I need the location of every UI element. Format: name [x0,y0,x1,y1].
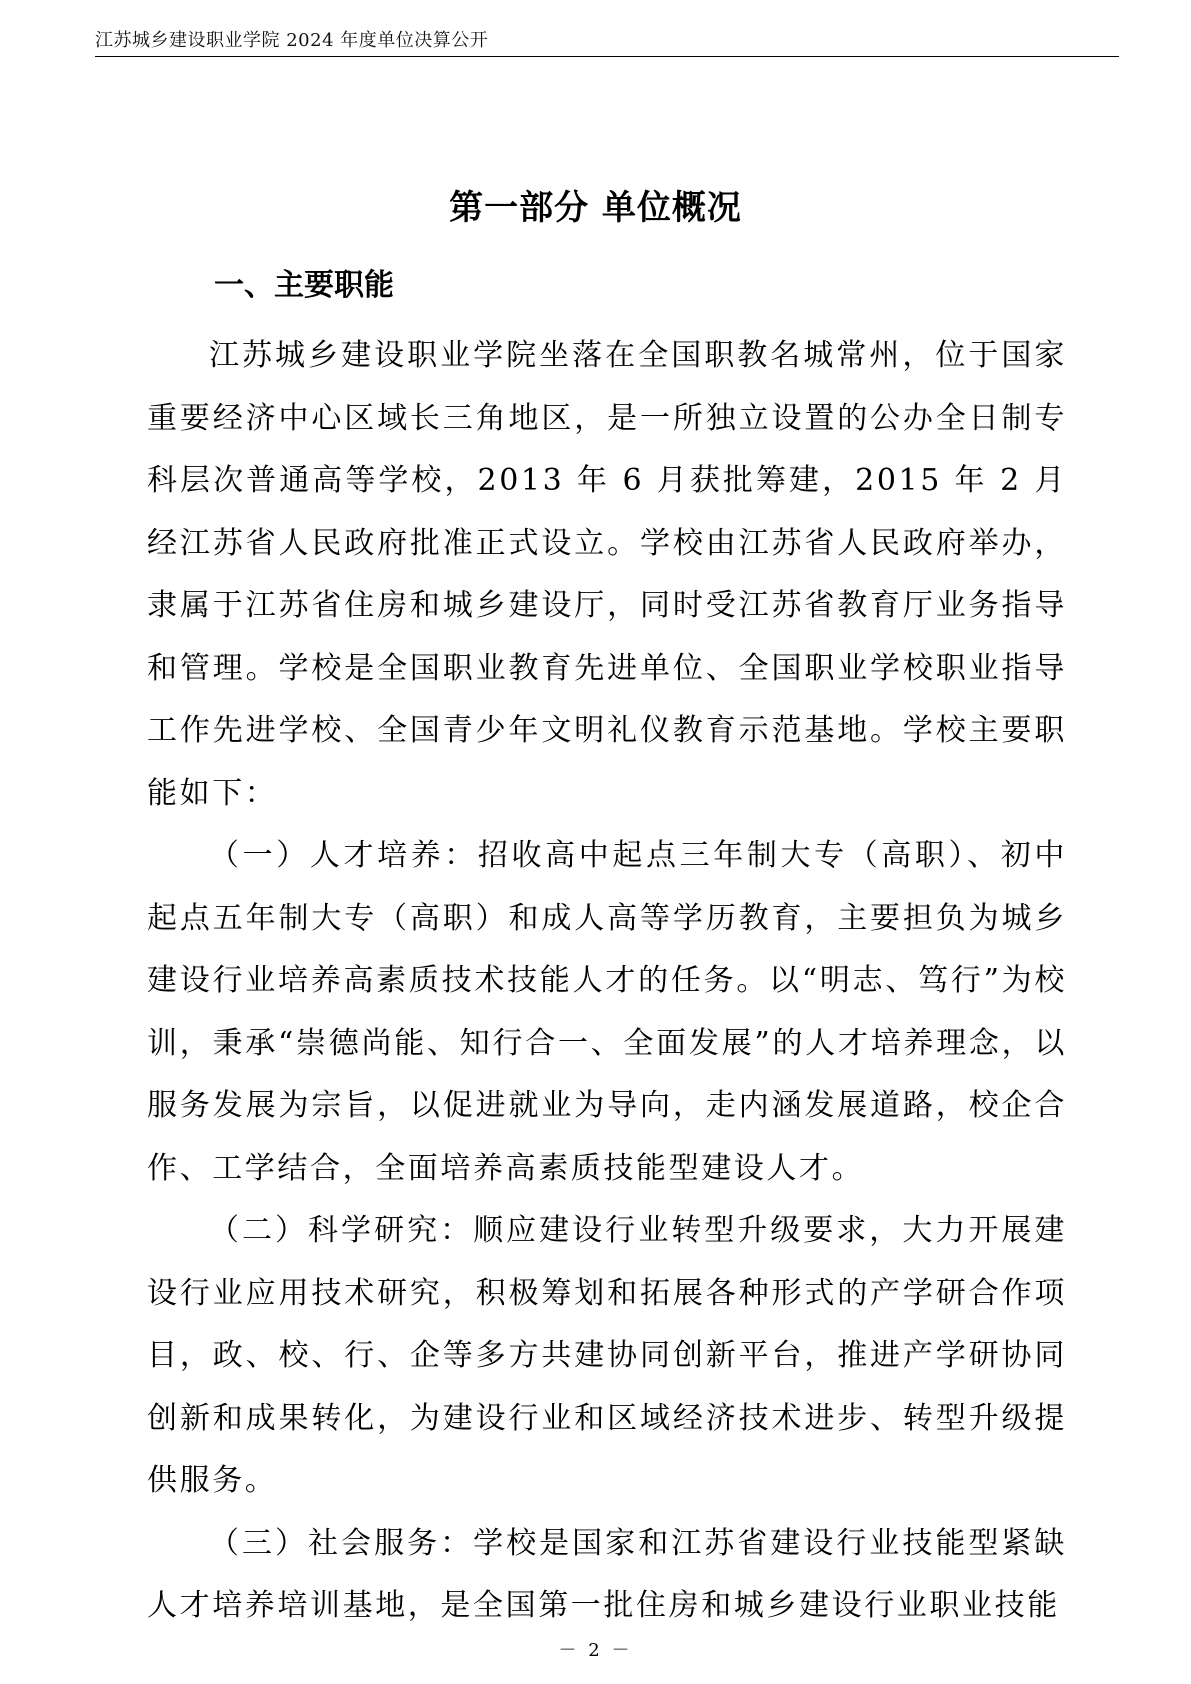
paragraph-talent-training: （一）人才培养：招收高中起点三年制大专（高职）、初中起点五年制大专（高职）和成人高等学历教育，主要担负为城乡建设行业培养高素质技术技能人才的任务。以“明志、笃行”为校训，秉承“崇德尚能、知行合一、全面发展”的人才培养理念，以服务发展为宗旨，以促进就业为导向，走内涵发展道路，校企合作、工学结合，全面培养高素质技能型建设人才。 [147,838,1067,1186]
paragraph-intro: 江苏城乡建设职业学院坐落在全国职教名城常州，位于国家重要经济中心区域长三角地区，是一所独立设置的公办全日制专科层次普通高等学校，2013 年 6 月获批筹建，2015 年 2 月经江苏省人民政府批准正式设立。学校由江苏省人民政府举办，隶属于江苏省住房和城乡建设厅，同时受江苏省教育厅业务指导和管理。学校是全国职业教育先进单位、全国职业学校职业指导工作先进学校、全国青少年文明礼仪教育示范基地。学校主要职能如下： [147,338,1067,811]
part-title: 第一部分 单位概况 [449,188,742,228]
paragraph-social-service: （三）社会服务：学校是国家和江苏省建设行业技能型紧缺人才培养培训基地，是全国第一批住房和城乡建设行业职业技能 [147,1525,1067,1623]
running-header: 江苏城乡建设职业学院 2024 年度单位决算公开 [95,30,489,51]
section-heading: 一、主要职能 [214,268,394,303]
body-text [147,325,1067,1638]
header-divider [95,56,1119,57]
paragraph-scientific-research: （二）科学研究：顺应建设行业转型升级要求，大力开展建设行业应用技术研究，积极筹划和拓展各种形式的产学研合作项目，政、校、行、企等多方共建协同创新平台，推进产学研协同创新和成果转化，为建设行业和区域经济技术进步、转型升级提供服务。 [147,1213,1067,1498]
page-number: － 2 － [558,1640,633,1661]
